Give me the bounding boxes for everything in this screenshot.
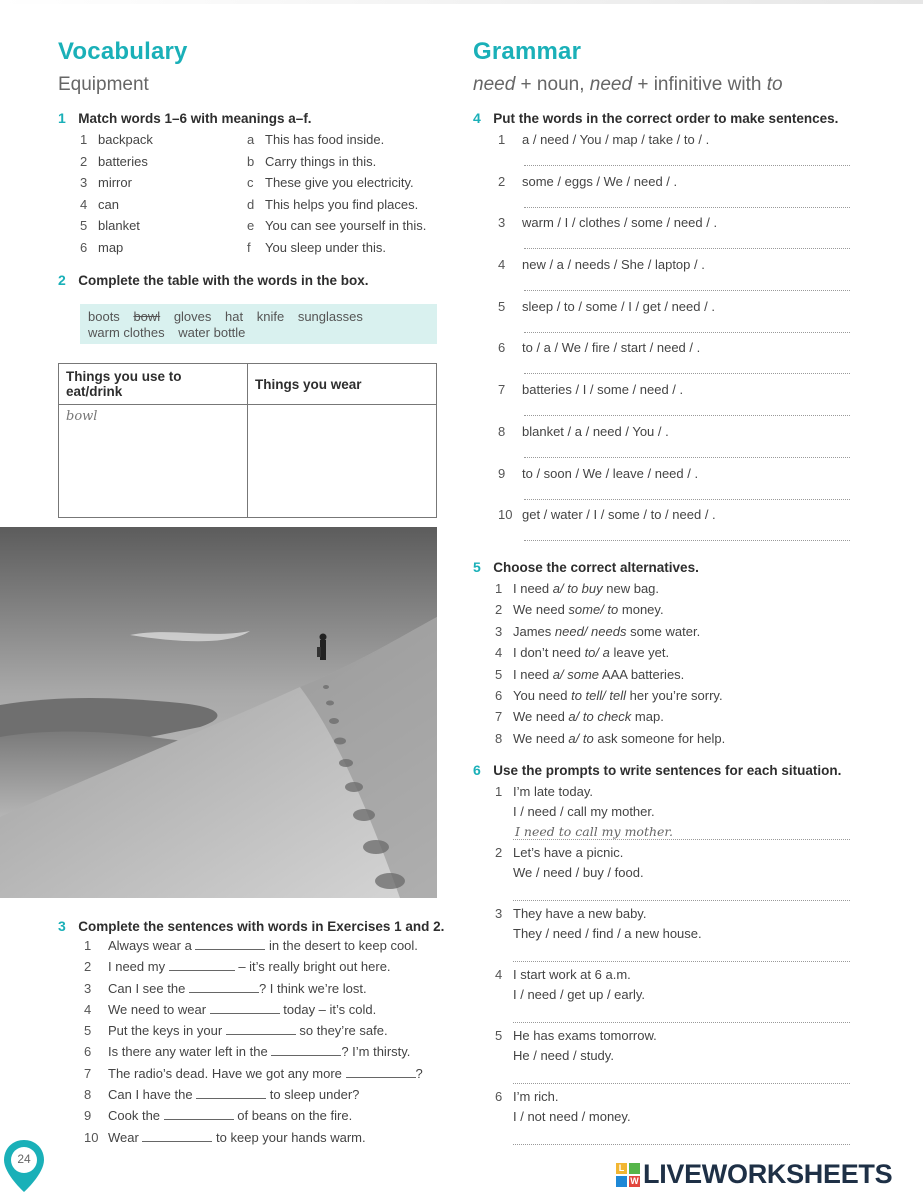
word-box-item: sunglasses [297, 309, 363, 324]
list-item: 7 batteries / I / some / need / . [498, 382, 850, 424]
answer-line[interactable] [524, 415, 850, 416]
table-cell-eat-drink[interactable]: bowl [59, 405, 248, 518]
answer-line[interactable] [524, 499, 850, 500]
list-item: 3 warm / I / clothes / some / need / . [498, 215, 850, 257]
exercise-number: 6 [473, 762, 481, 778]
exercise-instruction: Match words 1–6 with meanings a–f. [78, 111, 312, 126]
top-edge-shade [0, 0, 923, 4]
word-box-item: water bottle [178, 325, 246, 340]
exercise-4-heading [473, 110, 838, 128]
word-box-item: boots [88, 309, 120, 324]
list-item: 2 Let’s have a picnic. We / need / buy / food. [495, 845, 702, 906]
list-item: e You can see yourself in this. [247, 218, 427, 233]
exercise-6-heading [473, 762, 841, 780]
answer-line[interactable] [513, 900, 850, 901]
word-box-item: hat [225, 309, 244, 324]
answer-line[interactable] [513, 839, 850, 840]
answer-blank[interactable] [195, 949, 265, 950]
grammar-title: Grammar [473, 38, 582, 65]
answer-blank[interactable] [142, 1141, 212, 1142]
table-cell-wear[interactable] [248, 405, 437, 518]
list-item: f You sleep under this. [247, 239, 386, 255]
alternatives[interactable]: a/ to check [568, 709, 632, 725]
alternatives[interactable]: to/ a [584, 645, 610, 661]
list-item: 8 blanket / a / need / You / . [498, 424, 850, 466]
exercise-number: 5 [473, 559, 481, 575]
list-item: 1 I need a/ to buy new bag. [495, 581, 660, 596]
alternatives[interactable]: a/ to buy [552, 581, 603, 596]
desert-photo [0, 527, 437, 898]
list-item: 2 We need some/ to money. [495, 602, 664, 618]
list-item: 3 Can I see the ? I think we’re lost. [84, 980, 367, 996]
exercise-number: 1 [58, 110, 66, 126]
list-item: 5 blanket [80, 218, 140, 233]
list-item: 4 I start work at 6 a.m. I / need / get up / early. [495, 967, 702, 1028]
list-item: 6 You need to tell/ tell her you’re sorry. [495, 687, 723, 703]
list-item: 10 Wear to keep your hands warm. [84, 1129, 366, 1145]
answer-line[interactable] [524, 373, 850, 374]
answer-line[interactable] [524, 165, 850, 166]
answer-blank[interactable] [210, 1013, 280, 1014]
answer-line[interactable] [524, 332, 850, 333]
table-header: Things you wear [248, 364, 437, 405]
list-item: 5 Put the keys in your so they’re safe. [84, 1023, 388, 1039]
list-item: 6 map [80, 239, 124, 255]
list-item: 4 We need to wear today – it’s cold. [84, 1001, 377, 1017]
list-item: a This has food inside. [247, 132, 385, 147]
answer-line[interactable] [513, 961, 850, 962]
liveworksheets-logo: LIVEWORKSHEETS [643, 1159, 893, 1189]
exercise-instruction: Choose the correct alternatives. [493, 560, 699, 575]
sort-table [58, 363, 437, 518]
answer-line[interactable] [524, 207, 850, 208]
answer-blank[interactable] [346, 1077, 416, 1078]
list-item: 3 mirror [80, 175, 132, 190]
list-item: 7 The radio’s dead. Have we got any more ? [84, 1065, 423, 1081]
list-item: 10 get / water / I / some / to / need / . [498, 507, 850, 549]
ex6-item-list [495, 784, 702, 1150]
answer-blank[interactable] [196, 1098, 266, 1099]
exercise-2-heading [58, 272, 369, 290]
list-item: 6 I’m rich. I / not need / money. [495, 1089, 702, 1150]
vocabulary-subtitle: Equipment [58, 74, 149, 95]
list-item: 4 can [80, 196, 119, 212]
list-item: 9 to / soon / We / leave / need / . [498, 466, 850, 508]
list-item: d This helps you find places. [247, 196, 419, 212]
ex1-word-list [80, 132, 153, 261]
page-number-badge [2, 1138, 46, 1194]
answer-line[interactable] [513, 1022, 850, 1023]
answer-blank[interactable] [164, 1119, 234, 1120]
exercise-number: 3 [58, 918, 66, 934]
answer-line[interactable] [524, 540, 850, 541]
word-box-item: knife [256, 309, 285, 324]
exercise-instruction: Put the words in the correct order to make sentences. [493, 111, 839, 126]
alternatives[interactable]: a/ some [552, 666, 600, 682]
word-box-item: gloves [173, 309, 212, 324]
ex4-item-list [498, 132, 850, 549]
answer-line[interactable] [513, 1083, 850, 1084]
example-answer: I need to call my mother. [515, 824, 673, 839]
answer-line[interactable] [524, 290, 850, 291]
list-item: 1 backpack [80, 132, 153, 147]
list-item: 6 Is there any water left in the ? I’m thirsty. [84, 1044, 411, 1060]
vocabulary-title: Vocabulary [58, 38, 188, 65]
exercise-instruction: Use the prompts to write sentences for each situation. [493, 763, 842, 778]
answer-blank[interactable] [189, 992, 259, 993]
list-item: 2 I need my – it’s really bright out here. [84, 959, 391, 975]
list-item: 5 sleep / to / some / I / get / need / . [498, 299, 850, 341]
list-item: 1 a / need / You / map / take / to / . [498, 132, 850, 174]
list-item: 1 Always wear a in the desert to keep cool. [84, 938, 418, 953]
list-item: b Carry things in this. [247, 153, 377, 169]
answer-line[interactable] [524, 457, 850, 458]
list-item: c These give you electricity. [247, 175, 414, 190]
list-item: 4 I don’t need to/ a leave yet. [495, 645, 670, 661]
list-item: 4 new / a / needs / She / laptop / . [498, 257, 850, 299]
list-item: 3 James need/ needs some water. [495, 623, 701, 639]
list-item: 5 He has exams tomorrow. He / need / study. [495, 1028, 702, 1089]
list-item: 6 to / a / We / fire / start / need / . [498, 340, 850, 382]
list-item: 2 some / eggs / We / need / . [498, 174, 850, 216]
answer-blank[interactable] [271, 1055, 341, 1056]
alternatives[interactable]: some/ to [568, 602, 619, 618]
list-item: 9 Cook the of beans on the fire. [84, 1108, 353, 1124]
list-item: 5 I need a/ some AAA batteries. [495, 666, 685, 682]
list-item: 1 I’m late today. I / need / call my mother. I need to call my mother. [495, 784, 702, 845]
word-box-item: bowl [133, 309, 161, 324]
alternatives[interactable]: to tell/ tell [571, 687, 627, 703]
ex1-meaning-list [247, 132, 426, 261]
exercise-instruction: Complete the sentences with words in Exercises 1 and 2. [78, 919, 445, 934]
exercise-1-heading [58, 110, 312, 128]
exercise-5-heading [473, 559, 699, 577]
ex5-item-list [495, 581, 725, 752]
answer-blank[interactable] [226, 1034, 296, 1035]
word-box [80, 304, 437, 344]
list-item: 8 Can I have the to sleep under? [84, 1087, 360, 1103]
answer-line[interactable] [513, 1144, 850, 1145]
answer-blank[interactable] [169, 970, 235, 971]
exercise-instruction: Complete the table with the words in the box. [78, 273, 369, 288]
list-item: 8 We need a/ to ask someone for help. [495, 730, 726, 746]
list-item: 7 We need a/ to check map. [495, 709, 664, 725]
exercise-number: 4 [473, 110, 481, 126]
list-item: 3 They have a new baby. They / need / find / a new house. [495, 906, 702, 967]
table-header: Things you use to eat/drink [59, 364, 248, 405]
list-item: 2 batteries [80, 153, 148, 169]
alternatives[interactable]: a/ to [568, 730, 594, 746]
grammar-subtitle: need + noun, need + infinitive with to [473, 74, 783, 95]
ex3-sentence-list [84, 938, 423, 1151]
exercise-3-heading [58, 918, 444, 936]
word-box-item: warm clothes [88, 325, 165, 340]
alternatives[interactable]: need/ needs [554, 623, 627, 639]
answer-line[interactable] [524, 248, 850, 249]
liveworksheets-logo-icon: L W [616, 1163, 640, 1187]
exercise-number: 2 [58, 272, 66, 288]
page-number: 24 [17, 1152, 31, 1166]
